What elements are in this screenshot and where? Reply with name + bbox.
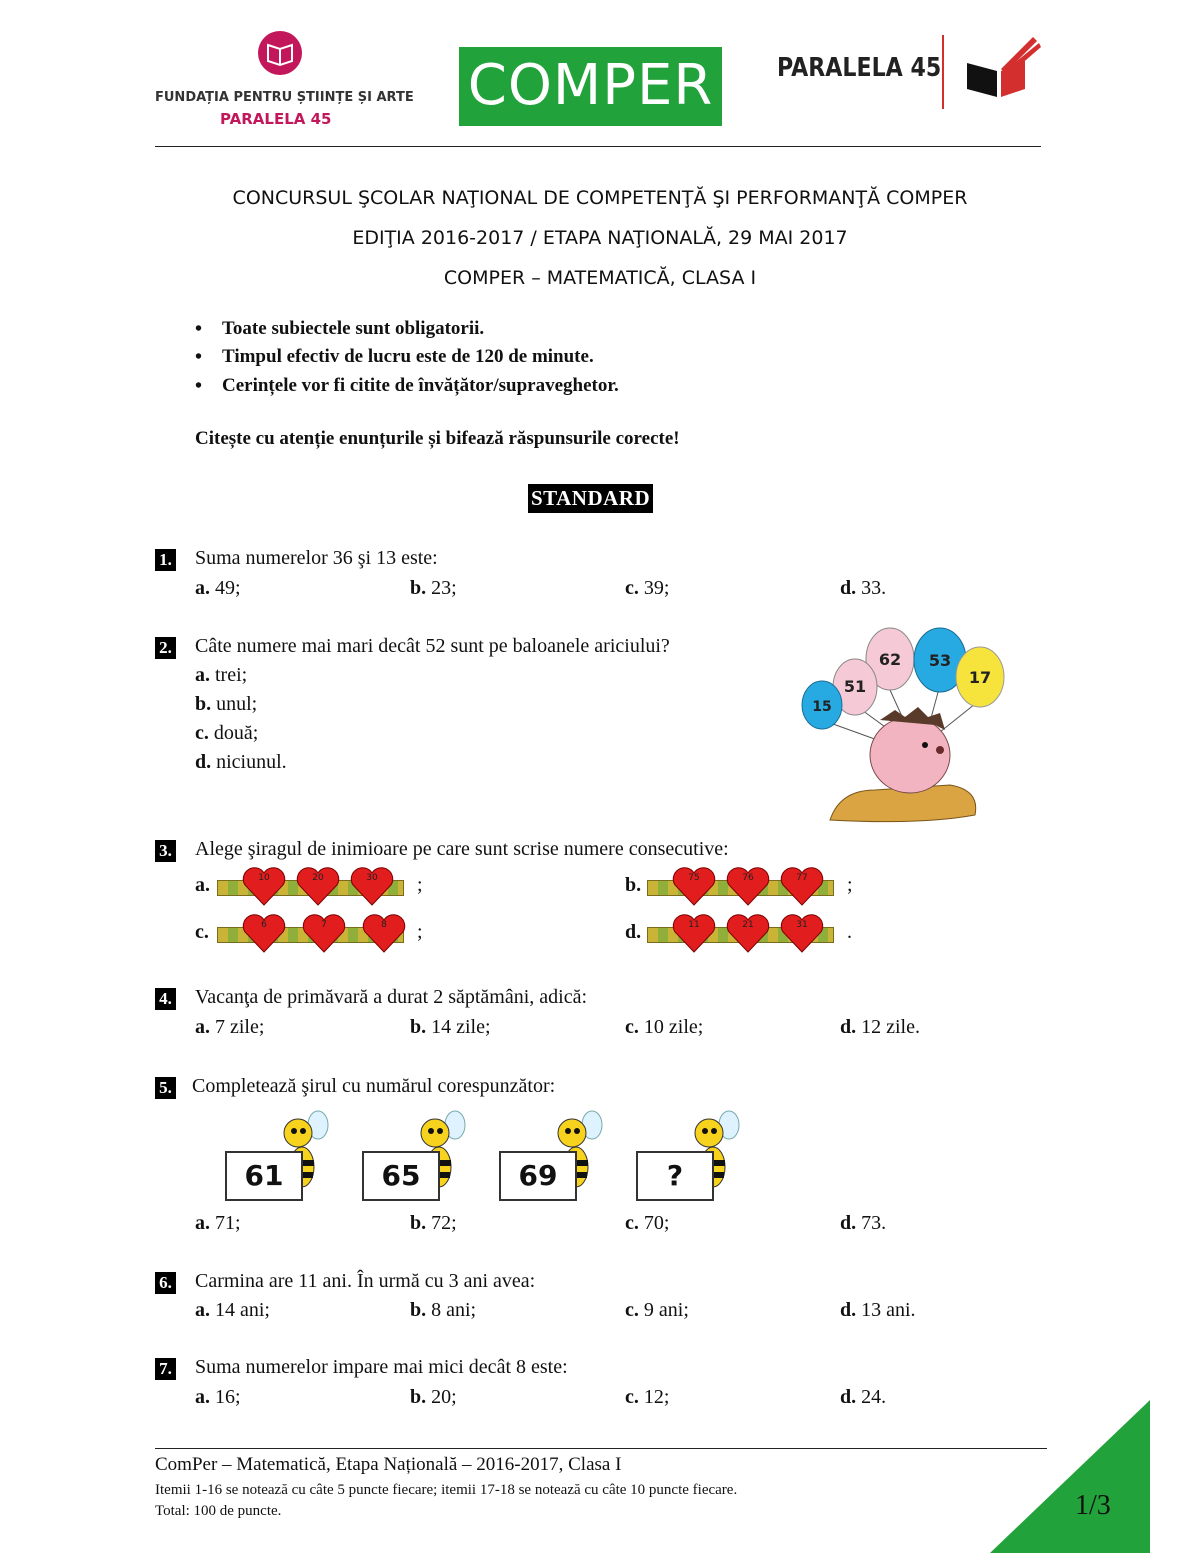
option-letter: b. — [410, 1299, 427, 1321]
question-text: Carmina are 11 ani. În urmă cu 3 ani avea: — [195, 1270, 536, 1292]
bee-number-card — [362, 1105, 472, 1205]
footer-scoring: Itemii 1-16 se notează cu câte 5 puncte fiecare; itemii 17-18 se notează cu câte 10 puncte fiecare. — [155, 1482, 738, 1498]
heart-icon — [361, 912, 407, 954]
question-text: Alege şiragul de inimioare pe care sunt scrise numere consecutive: — [195, 838, 729, 860]
heart-number: 76 — [742, 873, 754, 883]
option-text: 49; — [215, 577, 241, 599]
rule-text: Cerințele vor fi citite de învățător/supraveghetor. — [222, 375, 619, 396]
heart-number: 21 — [742, 920, 754, 930]
foundation-book-icon — [255, 28, 305, 78]
option-letter: a. — [195, 664, 210, 686]
sequence-box: 65 — [362, 1151, 440, 1201]
balloon-label: 17 — [968, 668, 992, 687]
sequence-box: 69 — [499, 1151, 577, 1201]
heart-icon — [725, 912, 771, 954]
option-text: 39; — [643, 577, 670, 599]
option-letter: a. — [195, 1299, 210, 1321]
option-letter: a. — [195, 874, 210, 896]
answer-option[interactable] — [195, 693, 257, 716]
answer-option[interactable] — [195, 1299, 270, 1322]
chain-end: . — [847, 921, 852, 943]
answer-option[interactable] — [840, 1299, 916, 1322]
heart-number: 7 — [321, 920, 327, 930]
answer-option[interactable] — [410, 1212, 457, 1235]
balloon-label: 53 — [928, 651, 952, 670]
option-letter: c. — [195, 722, 209, 744]
heart-number: 20 — [312, 873, 324, 883]
answer-option[interactable] — [195, 577, 241, 600]
heart-number: 77 — [796, 873, 808, 883]
option-text: 33. — [861, 577, 887, 599]
question-number: 7. — [155, 1358, 176, 1380]
option-letter: a. — [195, 1212, 210, 1234]
option-letter: d. — [625, 921, 642, 943]
answer-option[interactable] — [195, 1212, 241, 1235]
option-text: 12; — [643, 1386, 670, 1408]
option-text: 24. — [861, 1386, 887, 1408]
publisher-logo — [775, 35, 1045, 110]
heart-number: 75 — [688, 873, 700, 883]
edition-title: EDIŢIA 2016-2017 / ETAPA NAŢIONALĂ, 29 MAI 2017 — [352, 227, 848, 249]
page-corner-triangle — [990, 1400, 1150, 1553]
option-text: 13 ani. — [861, 1299, 916, 1321]
foundation-subname: PARALELA 45 — [220, 110, 332, 128]
option-text: 14 ani; — [215, 1299, 270, 1321]
option-letter: b. — [410, 1016, 427, 1038]
foundation-name: FUNDAȚIA PENTRU ȘTIINȚE ȘI ARTE — [155, 90, 414, 105]
publisher-divider — [942, 35, 944, 109]
publisher-book-icon — [963, 35, 1043, 101]
comper-logo — [459, 47, 722, 126]
option-text: 8 ani; — [431, 1299, 477, 1321]
heart-icon — [779, 865, 825, 907]
option-text: 9 ani; — [643, 1299, 689, 1321]
balloon-label: 15 — [812, 699, 832, 715]
answer-option[interactable] — [195, 751, 287, 774]
heart-icon — [725, 865, 771, 907]
heart-number: 8 — [381, 920, 387, 930]
option-letter: b. — [195, 693, 212, 715]
heart-number: 10 — [258, 873, 270, 883]
heart-icon — [301, 912, 347, 954]
option-letter: c. — [195, 921, 209, 943]
foundation-logo — [155, 28, 415, 138]
sequence-box-unknown: ? — [636, 1151, 714, 1201]
comper-logo-text: COMPER — [467, 53, 714, 118]
rule-text: Toate subiectele sunt obligatorii. — [222, 318, 485, 339]
option-text: 70; — [643, 1212, 670, 1234]
option-text: 10 zile; — [643, 1016, 704, 1038]
publisher-name: PARALELA 45 — [777, 53, 942, 83]
option-text: 72; — [431, 1212, 457, 1234]
question-number: 6. — [155, 1272, 176, 1294]
option-text: 14 zile; — [431, 1016, 491, 1038]
question-text: Vacanţa de primăvară a durat 2 săptămâni, adică: — [195, 986, 588, 1008]
bee-number-card — [636, 1105, 746, 1205]
rule-item — [195, 346, 594, 368]
option-letter: b. — [410, 1212, 427, 1234]
question-number: 3. — [155, 840, 176, 862]
footer-total: Total: 100 de puncte. — [155, 1503, 282, 1519]
heart-icon — [295, 865, 341, 907]
answer-option[interactable] — [625, 1299, 689, 1322]
option-letter: b. — [625, 874, 642, 896]
option-text: unul; — [216, 693, 258, 715]
option-letter: d. — [840, 1016, 857, 1038]
answer-option[interactable] — [625, 1016, 703, 1039]
question-text: Câte numere mai mari decât 52 sunt pe baloanele ariciului? — [195, 635, 670, 657]
option-text: 12 zile. — [861, 1016, 920, 1038]
instruction-text: Citește cu atenție enunțurile și bifează răspunsurile corecte! — [195, 428, 680, 449]
option-text: două; — [213, 722, 259, 744]
option-letter: b. — [410, 577, 427, 599]
bee-number-card — [225, 1105, 335, 1205]
option-text: trei; — [215, 664, 248, 686]
answer-option[interactable] — [840, 1016, 920, 1039]
option-letter: a. — [195, 577, 210, 599]
subject-title: COMPER – MATEMATICĂ, CLASA I — [443, 267, 757, 289]
question-text: Completează şirul cu numărul corespunzător: — [192, 1075, 556, 1097]
option-text: 71; — [215, 1212, 241, 1234]
option-letter: d. — [840, 1299, 857, 1321]
answer-option[interactable] — [410, 577, 457, 600]
option-letter: c. — [625, 577, 639, 599]
heart-number: 6 — [261, 920, 267, 930]
question-text: Suma numerelor impare mai mici decât 8 este: — [195, 1356, 568, 1378]
option-letter: d. — [840, 1212, 857, 1234]
heart-number: 31 — [796, 920, 808, 930]
heart-icon — [349, 865, 395, 907]
answer-option[interactable] — [410, 1016, 491, 1039]
answer-option[interactable] — [840, 577, 886, 600]
rule-item — [195, 318, 484, 340]
rule-text: Timpul efectiv de lucru este de 120 de minute. — [222, 346, 594, 367]
contest-title: CONCURSUL ŞCOLAR NAŢIONAL DE COMPETENŢĂ ŞI PERFORMANŢĂ COMPER — [232, 187, 968, 209]
option-letter: d. — [195, 751, 212, 773]
answer-option[interactable] — [625, 1386, 669, 1409]
option-text: 23; — [431, 577, 457, 599]
header-rule — [155, 146, 1041, 147]
answer-option[interactable] — [840, 1212, 886, 1235]
answer-option[interactable] — [625, 577, 669, 600]
bee-number-card — [499, 1105, 609, 1205]
footer-rule — [155, 1448, 1047, 1449]
heart-icon — [671, 912, 717, 954]
question-number: 1. — [155, 549, 176, 571]
chain-end: ; — [847, 874, 853, 896]
answer-option[interactable] — [410, 1386, 457, 1409]
answer-option[interactable] — [625, 1212, 669, 1235]
hedgehog-balloons-illustration — [800, 625, 1015, 830]
option-letter: c. — [625, 1016, 639, 1038]
footer-title: ComPer – Matematică, Etapa Națională – 2016-2017, Clasa I — [155, 1454, 622, 1475]
option-letter: a. — [195, 1386, 210, 1408]
chain-end: ; — [417, 874, 423, 896]
option-text: 20; — [431, 1386, 457, 1408]
balloon-label: 51 — [843, 677, 867, 696]
heart-number: 11 — [688, 920, 700, 930]
option-letter: b. — [410, 1386, 427, 1408]
option-letter: a. — [195, 1016, 210, 1038]
option-letter: d. — [840, 577, 857, 599]
answer-option[interactable] — [195, 1016, 264, 1039]
heart-icon — [779, 912, 825, 954]
option-text: niciunul. — [216, 751, 287, 773]
option-letter: c. — [625, 1212, 639, 1234]
question-number: 2. — [155, 637, 176, 659]
heart-icon — [241, 912, 287, 954]
balloon-label: 62 — [878, 650, 902, 669]
rule-item — [195, 375, 619, 397]
answer-option[interactable] — [840, 1386, 886, 1409]
answer-option[interactable] — [195, 1386, 241, 1409]
option-text: 73. — [861, 1212, 887, 1234]
option-text: 7 zile; — [215, 1016, 265, 1038]
question-text: Suma numerelor 36 şi 13 este: — [195, 547, 438, 569]
section-label: STANDARD — [528, 484, 653, 513]
option-letter: c. — [625, 1386, 639, 1408]
chain-end: ; — [417, 921, 423, 943]
answer-option[interactable] — [195, 722, 258, 745]
answer-option[interactable] — [195, 664, 247, 687]
option-letter: d. — [840, 1386, 857, 1408]
option-letter: c. — [625, 1299, 639, 1321]
answer-option[interactable] — [410, 1299, 476, 1322]
question-number: 4. — [155, 988, 176, 1010]
sequence-box: 61 — [225, 1151, 303, 1201]
question-number: 5. — [155, 1077, 176, 1099]
page-number: 1/3 — [1075, 1490, 1111, 1521]
option-text: 16; — [215, 1386, 241, 1408]
heart-number: 30 — [366, 873, 378, 883]
heart-icon — [241, 865, 287, 907]
heart-icon — [671, 865, 717, 907]
